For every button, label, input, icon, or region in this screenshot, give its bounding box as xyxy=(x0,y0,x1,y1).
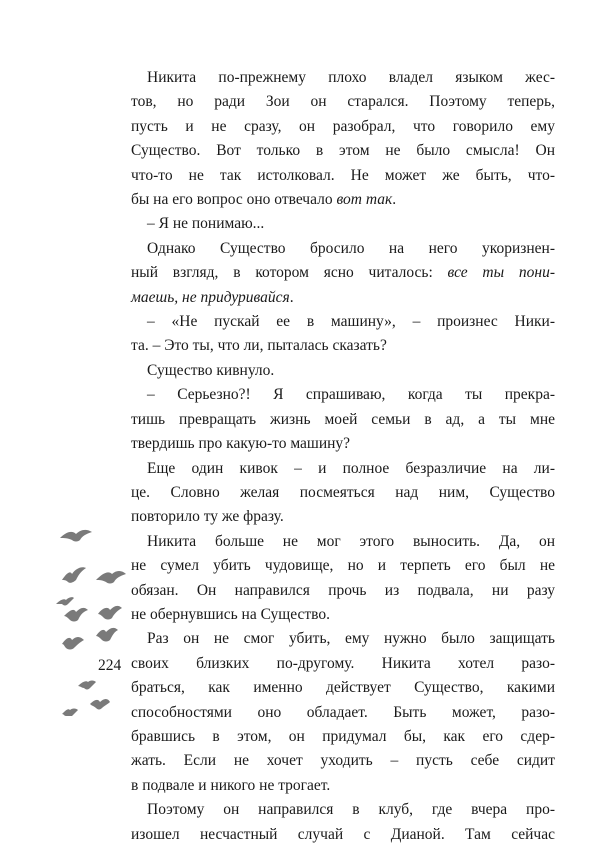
bird-icon xyxy=(62,637,84,650)
text-segment: – Я не понимаю... xyxy=(147,215,265,233)
text-line xyxy=(131,798,555,822)
text-segment: в подвале и никого не трогает. xyxy=(131,776,331,794)
text-line xyxy=(131,261,555,285)
text-segment: Однако Существо бросило на него укоризнен- xyxy=(147,239,555,257)
text-segment: твердишь про какую-то машину? xyxy=(131,435,351,453)
text-segment: обязан. Он направился прочь из подвала, ни разу xyxy=(131,581,555,599)
text-line xyxy=(131,652,555,676)
bird-icon xyxy=(64,608,88,622)
text-segment: бы на его вопрос оно отвечало xyxy=(131,191,337,209)
birds-illustration xyxy=(52,518,132,728)
text-line xyxy=(131,530,555,554)
text-segment: . xyxy=(289,288,294,306)
text-segment: та. – Это ты, что ли, пыталась сказать? xyxy=(131,337,387,355)
text-line xyxy=(131,457,555,481)
bird-icon xyxy=(98,606,122,620)
text-segment: не обернувшись на Существо. xyxy=(131,605,330,623)
bird-icon xyxy=(60,530,92,542)
text-line xyxy=(131,164,555,188)
text-segment: Никита по-прежнему плохо владел языком жес- xyxy=(147,69,555,86)
page-number: 224 xyxy=(98,657,122,674)
text-line xyxy=(131,701,555,725)
text-line xyxy=(131,749,555,773)
italic-text: маешь, не придуривайся xyxy=(131,288,290,306)
text-line xyxy=(131,286,555,310)
text-segment: Раз он не смог убить, ему нужно было защищать xyxy=(147,630,555,648)
text-segment: це. Словно желая посмеяться над ним, Существо xyxy=(131,483,555,501)
text-line xyxy=(131,774,555,798)
text-segment: Существо. Вот только в этом не было смысла! Он xyxy=(131,142,555,160)
text-segment: бравшись в этом, он придумал бы, как его сдер- xyxy=(131,727,555,745)
text-segment: браться, как именно действует Существо, какими xyxy=(131,679,555,697)
text-line xyxy=(131,603,555,627)
bird-icon xyxy=(56,597,74,605)
body-text xyxy=(131,66,555,847)
text-line xyxy=(131,188,555,212)
bird-icon xyxy=(62,709,78,717)
text-line xyxy=(131,310,555,334)
text-line xyxy=(131,359,555,383)
text-line xyxy=(131,334,555,358)
text-segment: тишь превращать жизнь моей семьи в ад, а ты мне xyxy=(131,410,555,428)
text-line xyxy=(131,139,555,163)
text-segment: Существо кивнуло. xyxy=(147,361,275,379)
text-segment: тов, но ради Зои он старался. Поэтому теперь, xyxy=(131,93,555,111)
text-segment: повторило ту же фразу. xyxy=(131,508,284,526)
text-segment: что-то не так истолковал. Не может же быть, что- xyxy=(131,166,555,184)
text-line xyxy=(131,481,555,505)
bird-icon xyxy=(90,699,110,710)
text-segment: Никита больше не мог этого выносить. Да, он xyxy=(147,532,555,550)
text-segment: способностями оно обладает. Быть может, разо- xyxy=(131,703,555,721)
text-line xyxy=(131,627,555,651)
text-line xyxy=(131,432,555,456)
text-line xyxy=(131,115,555,139)
text-segment: изошел несчастный случай с Дианой. Там сейчас xyxy=(131,825,555,843)
italic-text: вот так xyxy=(336,191,393,209)
text-segment: – Серьезно?! Я спрашиваю, когда ты прекра- xyxy=(147,386,555,404)
text-line xyxy=(131,823,555,847)
text-segment: ный взгляд, в котором ясно читалось: xyxy=(131,264,448,282)
italic-text: все ты пони- xyxy=(447,264,555,282)
text-line xyxy=(131,676,555,700)
text-line xyxy=(131,408,555,432)
text-segment: – «Не пускай ее в машину», – произнес Ники- xyxy=(147,313,555,331)
text-segment: своих близких по-другому. Никита хотел разо- xyxy=(131,654,555,672)
text-line xyxy=(131,212,555,236)
text-segment: Еще один кивок – и полное безразличие на ли- xyxy=(147,459,555,477)
text-line xyxy=(131,383,555,407)
text-line xyxy=(131,90,555,114)
text-segment: Поэтому он направился в клуб, где вчера про- xyxy=(147,801,555,819)
text-line xyxy=(131,579,555,603)
text-segment: жать. Если не хочет уходить – пусть себе сидит xyxy=(131,752,555,770)
text-segment: не сумел убить чудовище, но и терпеть его был не xyxy=(131,557,555,575)
bird-icon xyxy=(96,628,118,642)
text-segment: пусть и не сразу, он разобрал, что говорило ему xyxy=(131,117,555,135)
bird-icon xyxy=(78,681,96,690)
text-line xyxy=(131,66,555,90)
text-line xyxy=(131,554,555,578)
text-line xyxy=(131,725,555,749)
bird-icon xyxy=(62,567,86,583)
text-segment: . xyxy=(392,191,397,209)
bird-icon xyxy=(96,571,126,584)
text-line xyxy=(131,505,555,529)
text-line xyxy=(131,237,555,261)
